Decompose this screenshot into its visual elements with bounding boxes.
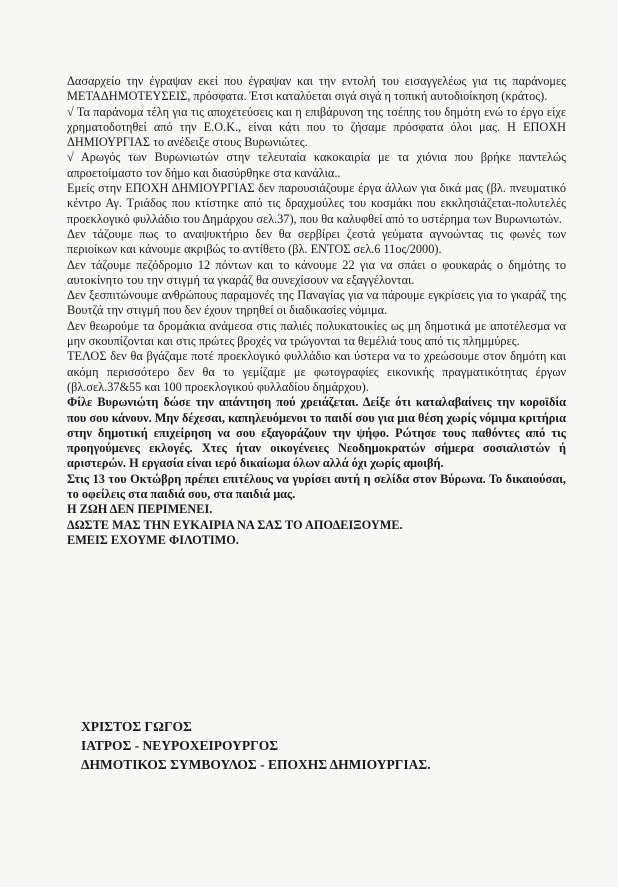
paragraph: Δεν ξεσπιτώνουμε ανθρώπους παραμονές της Παναγίας για να πάρουμε εγκρίσεις για το γκαράζ της Βουτζά την στιγμή που δεν έχουν τηρηθεί οι διαδικασίες νόμιμα. (67, 288, 566, 318)
signature-block (81, 717, 431, 774)
bold-paragraph: ΕΜΕΙΣ ΕΧΟΥΜΕ ΦΙΛΟΤΙΜΟ. (67, 532, 239, 547)
signature-title: ΙΑΤΡΟΣ - ΝΕΥΡΟΧΕΙΡΟΥΡΓΟΣ (81, 738, 279, 753)
signature-name: ΧΡΙΣΤΟΣ ΓΩΓΟΣ (81, 719, 192, 734)
document-body (67, 74, 566, 548)
bold-paragraph: Στις 13 του Οκτώβρη πρέπει επιτέλους να γυρίσει αυτή η σελίδα στον Βύρωνα. Το δικαιούσαι, το οφείλεις στα παιδιά σου, στα παιδιά μας. (67, 471, 566, 502)
paragraph: √ Αρωγός των Βυρωνιωτών στην τελευταία κακοκαιρία με τα χιόνια που βρήκε παντελώς απροετοίμαστο τον δήμο και διασύρθηκε στα κανάλια.. (67, 150, 566, 180)
paragraph: Δεν τάζουμε πεζόδρομιο 12 πόντων και το κάνουμε 22 για να σπάει ο φουκαράς ο δημότης το αυτοκίνητο του την στιγμή τα γκαράζ θα συνεχίσουν να εξαγγέλονται. (67, 257, 566, 287)
paragraph: Δεν θεωρούμε τα δρομάκια ανάμεσα στις παλιές πολυκατοικίες ως μη δημοτικά με αποτέλεσμα να μην σκουπίζονται και στις πρώτες βροχές να τρώγονται τα θεμέλιά τους από τις πλημμύρες. (67, 318, 566, 349)
bold-paragraph: Φίλε Βυρωνιώτη δώσε την απάντηση πού χρειάζεται. Δείξε ότι καταλαβαίνεις την κοροϊδία που σου κάνουν. Μην δέχεσαι, καπηλευόμενοι το παιδί σου για μια θέση χωρίς νόμιμα κριτήρια στην δημοτική επιχείρηση να σου εξαγοράζουν την ψήφο. Ρώτησε τους παθόντες από τις προηγούμενες εκλογές. Χτες ήταν οικογένειες Νεοδημοκρατών σήμερα σοσιαλιστών ή αριστερών. Η εργασία είναι ιερό δικαίωμα όλων αλλά όχι χωρίς αμοιβή. (67, 395, 566, 471)
bold-paragraph: Η ΖΩΗ ΔΕΝ ΠΕΡΙΜΕΝΕΙ. (67, 502, 213, 517)
paragraph: √ Τα παράνομα τέλη για τις αποχετεύσεις και η επιβάρυνση της τσέπης του δημότη ενώ το έργο είχε χρηματοδοτηθεί από την Ε.Ο.Κ., είναι κάτι που το ζήσαμε πρόσφατα όλοι μας. Η ΕΠΟΧΗ ΔΗΜΙΟΥΡΓΙΑΣ το ανέδειξε στους Βυρωνιώτες. (67, 104, 566, 150)
paragraph: ΤΕΛΟΣ δεν θα βγάζαμε ποτέ προεκλογικό φυλλάδιο και ύστερα να το χρεώσουμε στον δημότη και ακόμη περισσότερο δεν θα το γεμίζαμε με φωτογραφίες εικονικής πραγματικότητας έργων (βλ.σελ.37&55 και 100 προεκλογικού φυλλαδίου δημάρχου). (67, 349, 566, 394)
paragraph: Εμείς στην ΕΠΟΧΗ ΔΗΜΙΟΥΡΓΙΑΣ δεν παρουσιάζουμε έργα άλλων για δικά μας (βλ. πνευματικό κέντρο Αγ. Τριάδος που κτίστηκε από τις δραχμούλες του κοσμάκι που εκκλησιάζεται-πολυτελές προεκλογικό φυλλάδιο του Δημάρχου σελ.37), που θα καλυφθεί από το υστέρημα των Βυρωνιωτών. (67, 181, 566, 226)
signature-role: ΔΗΜΟΤΙΚΟΣ ΣΥΜΒΟΥΛΟΣ - ΕΠΟΧΗΣ ΔΗΜΙΟΥΡΓΙΑΣ. (81, 757, 431, 772)
paragraph: Δεν τάζουμε πως το αναψυκτήριο δεν θα σερβίρει ζεστά γεύματα αγνοώντας τις φωνές των περιοίκων και κάνουμε ακριβώς το αντίθετο (βλ. ΕΝΤΟΣ σελ.6 11ος/2000). (67, 226, 566, 257)
bold-paragraph: ΔΩΣΤΕ ΜΑΣ ΤΗΝ ΕΥΚΑΙΡΙΑ ΝΑ ΣΑΣ ΤΟ ΑΠΟΔΕΙΞΟΥΜΕ. (67, 517, 403, 532)
paragraph: Δασαρχείο την έγραψαν εκεί που έγραψαν και την εντολή του εισαγγελέως για τις παράνομες ΜΕΤΑΔΗΜΟΤΕΥΣΕΙΣ, πρόσφατα. Έτσι καταλύεται σιγά σιγά η τοπική αυτοδιοίκηση (κράτος). (67, 74, 566, 104)
